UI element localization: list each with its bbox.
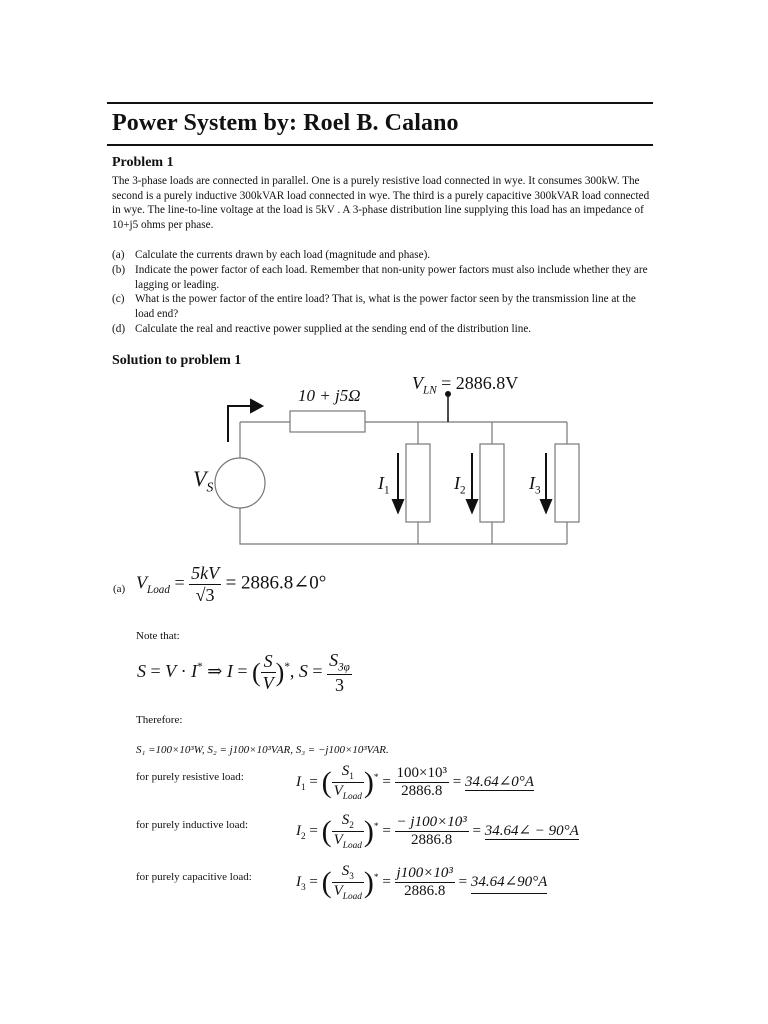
i1-result: 34.64∠0°A <box>464 773 534 790</box>
page-title: Power System by: Roel B. Calano <box>112 110 459 136</box>
wire-bottom <box>240 508 567 544</box>
item-label: (d) <box>112 323 126 335</box>
resistive-desc: for purely resistive load: <box>136 771 244 783</box>
i1-label: $I_1$ <box>378 473 390 497</box>
load-1 <box>406 444 430 522</box>
part-a-label: (a) <box>113 583 126 595</box>
i3-label: $I_3$ <box>529 473 541 497</box>
i2-equation: $I_2$ = ( $\frac{S_2}{V_{Load}}$ )* = $\frac{\text{− j100×10³}}{2886.8}$ = 34.64∠ − 90°A <box>296 812 579 851</box>
item-label: (c) <box>112 293 125 305</box>
power-formula: S = V · I* ⇒ I = ( $\frac{S}{V}$ )*, S = $\frac{S_{3\varphi}}{3}$ <box>137 650 350 695</box>
problem-text: The 3-phase loads are connected in parallel. One is a purely resistive load connected in wye. It consumes 300kW. The second is a purely inductive 300kVAR load connected in wye. The third is a purely capacitive 300kVAR load connected in wye. The line-to-line voltage at the load is 5kV . A 3-phase distribution line supplying this load has an impedance of 10+j5 ohms per phase. <box>112 175 650 231</box>
note-text: Note that: <box>136 630 180 642</box>
current-arrow-1-head <box>393 500 403 512</box>
item-text: Indicate the power factor of each load. Remember that non-unity power factors must also include whether they are lagging or leading. <box>135 264 648 291</box>
vs-label: $V_S$ <box>193 466 214 495</box>
item-label: (a) <box>112 249 125 261</box>
impedance-resistor <box>290 411 365 432</box>
i1-equation: $I_1$ = ( $\frac{S_1}{V_{Load}}$ )* = $\frac{\text{100×10³}}{2886.8}$ = 34.64∠0°A <box>296 763 534 802</box>
load-2 <box>480 444 504 522</box>
therefore-text: Therefore: <box>136 714 183 726</box>
load-3 <box>555 444 579 522</box>
item-text: Calculate the real and reactive power supplied at the sending end of the distribution line. <box>135 323 532 335</box>
current-arrow-2-head <box>467 500 477 512</box>
voltage-source <box>215 458 265 508</box>
item-label: (b) <box>112 264 126 276</box>
vln-label: $V_{LN} = 2886.8V$ <box>412 373 519 397</box>
i3-equation: $I_3$ = ( $\frac{S_3}{V_{Load}}$ )* = $\frac{\text{j100×10³}}{2886.8}$ = 34.64∠90°A <box>296 863 548 902</box>
item-text: Calculate the currents drawn by each load (magnitude and phase). <box>135 249 431 261</box>
current-arrow-3-head <box>541 500 551 512</box>
vload-equation: $V_{Load}$ = $\frac{5kV}{√3}$ = 2886.8∠0° <box>136 563 327 605</box>
inductive-desc: for purely inductive load: <box>136 819 249 831</box>
problem-heading: Problem 1 <box>112 155 174 170</box>
impedance-label: 10 + j5Ω <box>298 386 361 405</box>
source-arrow-head <box>251 400 262 412</box>
item-text: What is the power factor of the entire load? That is, what is the power factor seen by the transmission line at the load end? <box>135 293 636 320</box>
powers-line: S₁ =100×10³W, S₂ = j100×10³VAR, S₃ = −j100×10³VAR. <box>136 744 389 756</box>
i3-result: 34.64∠90°A <box>471 874 547 894</box>
i2-label: $I_2$ <box>454 473 466 497</box>
i2-result: 34.64∠ − 90°A <box>484 822 579 839</box>
solution-heading: Solution to problem 1 <box>112 353 242 368</box>
capacitive-desc: for purely capacitive load: <box>136 871 252 883</box>
